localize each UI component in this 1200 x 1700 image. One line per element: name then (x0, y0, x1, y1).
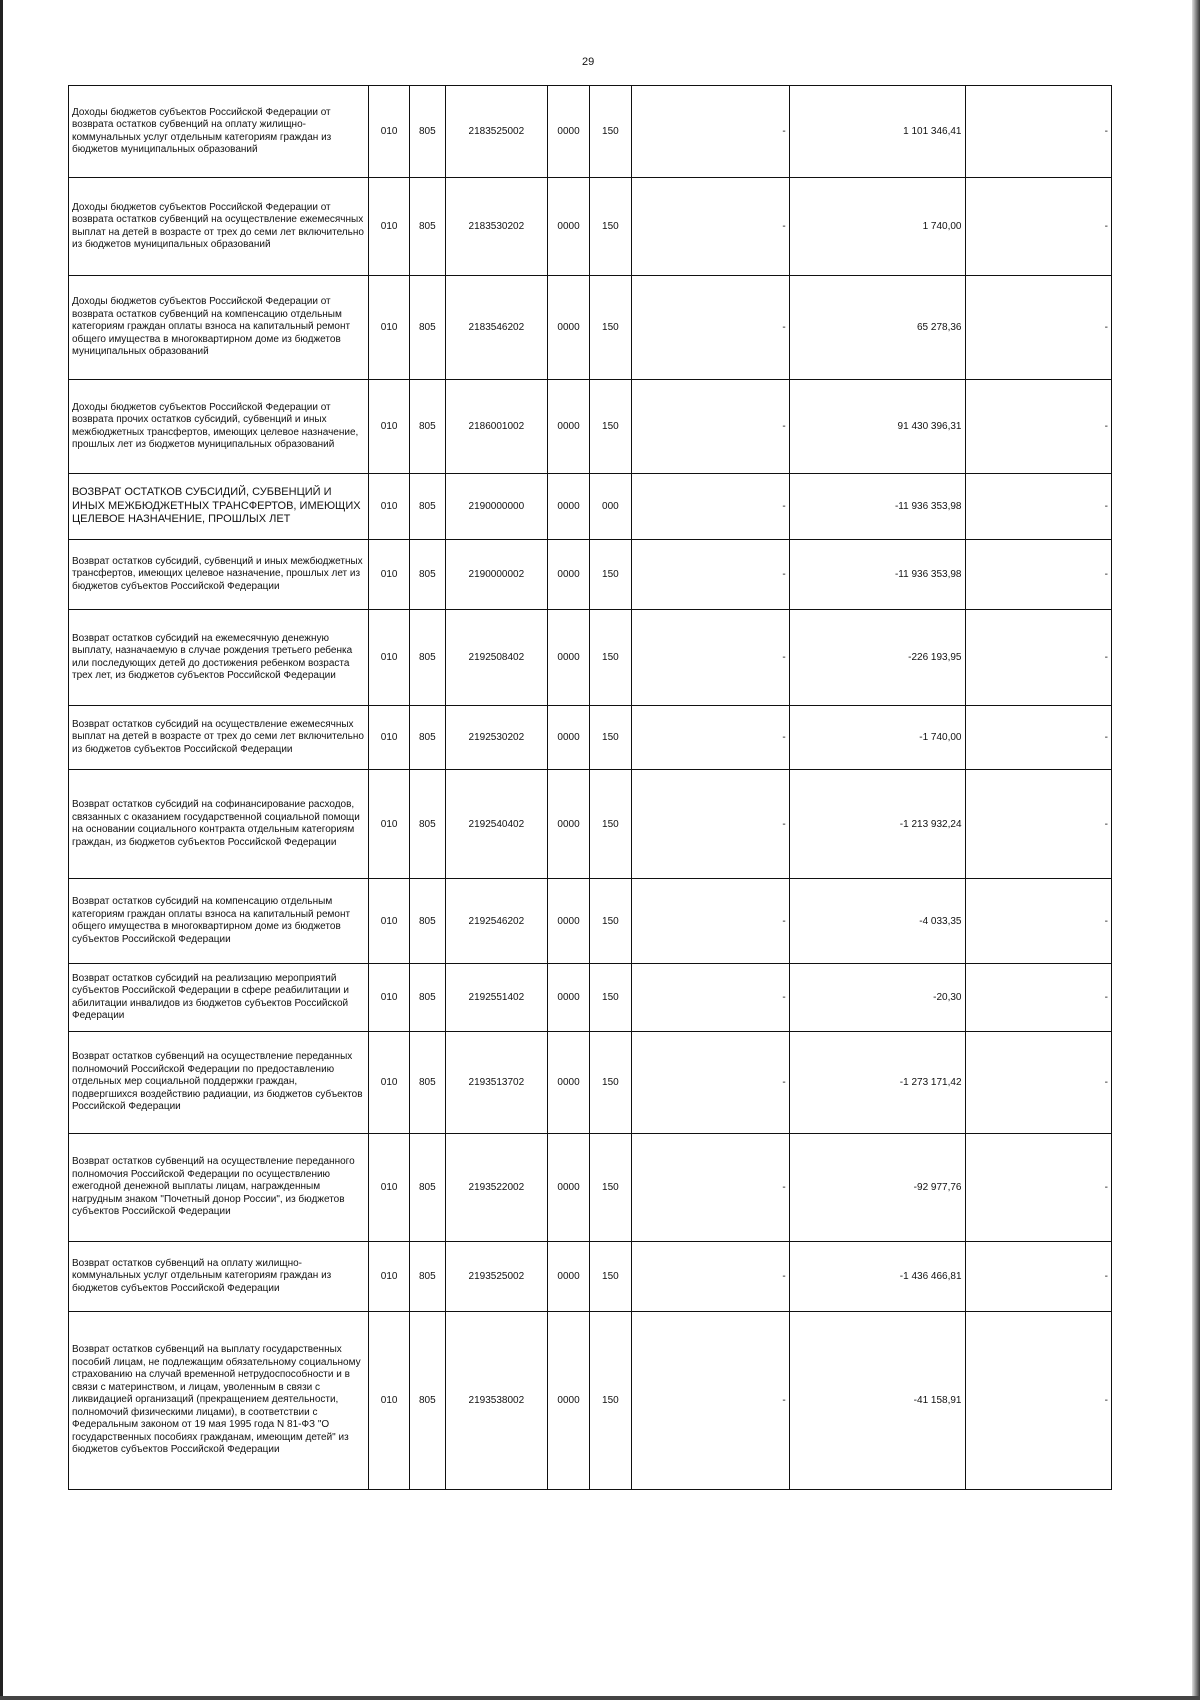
table-row (69, 964, 1112, 1032)
amount-value: -1 740,00 (789, 706, 965, 770)
code-col-1: 010 (369, 1032, 410, 1134)
amount-value: -4 033,35 (789, 879, 965, 964)
code-col-4: 0000 (548, 1134, 590, 1242)
amount-value: -20,30 (789, 964, 965, 1032)
code-col-4: 0000 (548, 610, 590, 706)
table-row (69, 178, 1112, 276)
code-col-1: 010 (369, 770, 410, 879)
page-number: 29 (582, 56, 595, 68)
amount-value: -1 436 466,81 (789, 1242, 965, 1312)
item-description: Возврат остатков субсидий, субвенций и иных межбюджетных трансфертов, имеющих целевое назначение, прошлых лет из бюджетов субъектов Российской Федерации (69, 540, 369, 610)
amount-value: -226 193,95 (789, 610, 965, 706)
amount-value: -11 936 353,98 (789, 540, 965, 610)
code-col-1: 010 (369, 178, 410, 276)
extra-value: - (965, 610, 1112, 706)
code-col-4: 0000 (548, 276, 590, 380)
table-row (69, 610, 1112, 706)
code-col-4: 0000 (548, 1312, 590, 1490)
table-row (69, 1312, 1112, 1490)
code-col-4: 0000 (548, 770, 590, 879)
plan-value: - (631, 474, 789, 540)
plan-value: - (631, 1134, 789, 1242)
budget-revenue-table (68, 85, 1112, 1490)
code-col-5: 150 (589, 178, 631, 276)
code-col-2: 805 (410, 276, 446, 380)
code-col-3: 2193538002 (445, 1312, 548, 1490)
code-col-1: 010 (369, 706, 410, 770)
code-col-2: 805 (410, 1312, 446, 1490)
code-col-5: 150 (589, 276, 631, 380)
code-col-2: 805 (410, 1032, 446, 1134)
extra-value: - (965, 1134, 1112, 1242)
code-col-5: 150 (589, 610, 631, 706)
table-row (69, 879, 1112, 964)
code-col-3: 2186001002 (445, 380, 548, 474)
table-body (69, 86, 1112, 1490)
code-col-2: 805 (410, 610, 446, 706)
item-description: Возврат остатков субвенций на выплату государственных пособий лицам, не подлежащим обязательному социальному страхованию на случай временной нетрудоспособности и в связи с материнством, и лицам, уволенным в связи с ликвидацией организаций (прекращением деятельности, полномочий физическими лицами), в соответствии с Федеральным законом от 19 мая 1995 года N 81-ФЗ "О государственных пособиях гражданам, имеющим детей" из бюджетов субъектов Российской Федерации (69, 1312, 369, 1490)
extra-value: - (965, 86, 1112, 178)
code-col-1: 010 (369, 610, 410, 706)
amount-value: -1 213 932,24 (789, 770, 965, 879)
code-col-2: 805 (410, 770, 446, 879)
code-col-3: 2193525002 (445, 1242, 548, 1312)
amount-value: -41 158,91 (789, 1312, 965, 1490)
extra-value: - (965, 474, 1112, 540)
code-col-3: 2192551402 (445, 964, 548, 1032)
item-description: Возврат остатков субсидий на ежемесячную денежную выплату, назначаемую в случае рождения третьего ребенка или последующих детей до достижения ребенком возраста трех лет, из бюджетов субъектов Российской Федерации (69, 610, 369, 706)
code-col-4: 0000 (548, 964, 590, 1032)
table-row (69, 380, 1112, 474)
code-col-1: 010 (369, 380, 410, 474)
code-col-1: 010 (369, 276, 410, 380)
item-description: Доходы бюджетов субъектов Российской Федерации от возврата остатков субвенций на осуществление ежемесячных выплат на детей в возрасте от трех до семи лет включительно из бюджетов муниципальных образований (69, 178, 369, 276)
amount-value: -11 936 353,98 (789, 474, 965, 540)
extra-value: - (965, 178, 1112, 276)
amount-value: 91 430 396,31 (789, 380, 965, 474)
plan-value: - (631, 86, 789, 178)
code-col-5: 150 (589, 86, 631, 178)
scan-edge-left (0, 0, 3, 1700)
amount-value: 65 278,36 (789, 276, 965, 380)
amount-value: -92 977,76 (789, 1134, 965, 1242)
table-row (69, 1134, 1112, 1242)
item-description: Возврат остатков субвенций на осуществление переданного полномочия Российской Федерации по осуществлению ежегодной денежной выплаты лицам, награжденным нагрудным знаком "Почетный донор России", из бюджетов субъектов Российской Федерации (69, 1134, 369, 1242)
table-row (69, 540, 1112, 610)
plan-value: - (631, 879, 789, 964)
code-col-3: 2192546202 (445, 879, 548, 964)
code-col-1: 010 (369, 86, 410, 178)
code-col-3: 2193513702 (445, 1032, 548, 1134)
code-col-2: 805 (410, 964, 446, 1032)
item-description: Возврат остатков субсидий на софинансирование расходов, связанных с оказанием государственной социальной помощи на основании социального контракта отдельным категориям граждан, из бюджетов субъектов Российской Федерации (69, 770, 369, 879)
plan-value: - (631, 540, 789, 610)
item-description: ВОЗВРАТ ОСТАТКОВ СУБСИДИЙ, СУБВЕНЦИЙ И ИНЫХ МЕЖБЮДЖЕТНЫХ ТРАНСФЕРТОВ, ИМЕЮЩИХ ЦЕЛЕВОЕ НАЗНАЧЕНИЕ, ПРОШЛЫХ ЛЕТ (69, 474, 369, 540)
item-description: Возврат остатков субсидий на компенсацию отдельным категориям граждан оплаты взноса на капитальный ремонт общего имущества в многоквартирном доме из бюджетов субъектов Российской Федерации (69, 879, 369, 964)
code-col-5: 150 (589, 1032, 631, 1134)
extra-value: - (965, 879, 1112, 964)
extra-value: - (965, 380, 1112, 474)
code-col-4: 0000 (548, 474, 590, 540)
code-col-5: 150 (589, 770, 631, 879)
code-col-5: 150 (589, 540, 631, 610)
plan-value: - (631, 610, 789, 706)
code-col-5: 150 (589, 706, 631, 770)
code-col-4: 0000 (548, 86, 590, 178)
code-col-3: 2183530202 (445, 178, 548, 276)
code-col-3: 2193522002 (445, 1134, 548, 1242)
table-row (69, 86, 1112, 178)
code-col-2: 805 (410, 178, 446, 276)
extra-value: - (965, 1032, 1112, 1134)
plan-value: - (631, 770, 789, 879)
table-row (69, 276, 1112, 380)
extra-value: - (965, 540, 1112, 610)
code-col-1: 010 (369, 540, 410, 610)
code-col-5: 150 (589, 1242, 631, 1312)
code-col-4: 0000 (548, 178, 590, 276)
item-description: Доходы бюджетов субъектов Российской Федерации от возврата прочих остатков субсидий, субвенций и иных межбюджетных трансфертов, имеющих целевое назначение, прошлых лет из бюджетов муниципальных образований (69, 380, 369, 474)
code-col-5: 150 (589, 1134, 631, 1242)
code-col-5: 000 (589, 474, 631, 540)
table-row (69, 770, 1112, 879)
code-col-4: 0000 (548, 380, 590, 474)
code-col-4: 0000 (548, 1032, 590, 1134)
plan-value: - (631, 1312, 789, 1490)
extra-value: - (965, 1312, 1112, 1490)
code-col-3: 2190000002 (445, 540, 548, 610)
plan-value: - (631, 178, 789, 276)
code-col-2: 805 (410, 706, 446, 770)
scan-edge-right (1192, 0, 1200, 1700)
code-col-4: 0000 (548, 706, 590, 770)
code-col-1: 010 (369, 1312, 410, 1490)
code-col-3: 2192508402 (445, 610, 548, 706)
table-row (69, 1242, 1112, 1312)
extra-value: - (965, 1242, 1112, 1312)
item-description: Возврат остатков субсидий на реализацию мероприятий субъектов Российской Федерации в сфере реабилитации и абилитации инвалидов из бюджетов субъектов Российской Федерации (69, 964, 369, 1032)
code-col-3: 2183525002 (445, 86, 548, 178)
plan-value: - (631, 1032, 789, 1134)
code-col-3: 2192530202 (445, 706, 548, 770)
code-col-4: 0000 (548, 1242, 590, 1312)
code-col-4: 0000 (548, 879, 590, 964)
plan-value: - (631, 1242, 789, 1312)
code-col-2: 805 (410, 86, 446, 178)
table-row (69, 706, 1112, 770)
code-col-5: 150 (589, 1312, 631, 1490)
code-col-1: 010 (369, 1242, 410, 1312)
code-col-3: 2183546202 (445, 276, 548, 380)
plan-value: - (631, 380, 789, 474)
plan-value: - (631, 964, 789, 1032)
table-row (69, 474, 1112, 540)
code-col-2: 805 (410, 380, 446, 474)
plan-value: - (631, 706, 789, 770)
code-col-1: 010 (369, 879, 410, 964)
scan-edge-bottom (0, 1696, 1200, 1700)
amount-value: 1 101 346,41 (789, 86, 965, 178)
item-description: Доходы бюджетов субъектов Российской Федерации от возврата остатков субвенций на оплату жилищно-коммунальных услуг отдельным категориям граждан из бюджетов муниципальных образований (69, 86, 369, 178)
code-col-4: 0000 (548, 540, 590, 610)
code-col-2: 805 (410, 879, 446, 964)
plan-value: - (631, 276, 789, 380)
code-col-1: 010 (369, 964, 410, 1032)
item-description: Возврат остатков субвенций на осуществление переданных полномочий Российской Федерации по предоставлению отдельных мер социальной поддержки граждан, подвергшихся воздействию радиации, из бюджетов субъектов Российской Федерации (69, 1032, 369, 1134)
code-col-2: 805 (410, 1242, 446, 1312)
code-col-1: 010 (369, 474, 410, 540)
amount-value: 1 740,00 (789, 178, 965, 276)
code-col-5: 150 (589, 964, 631, 1032)
code-col-2: 805 (410, 1134, 446, 1242)
code-col-3: 2192540402 (445, 770, 548, 879)
code-col-5: 150 (589, 879, 631, 964)
item-description: Возврат остатков субвенций на оплату жилищно-коммунальных услуг отдельным категориям граждан из бюджетов субъектов Российской Федерации (69, 1242, 369, 1312)
extra-value: - (965, 770, 1112, 879)
code-col-5: 150 (589, 380, 631, 474)
table-row (69, 1032, 1112, 1134)
extra-value: - (965, 964, 1112, 1032)
item-description: Возврат остатков субсидий на осуществление ежемесячных выплат на детей в возрасте от трех до семи лет включительно из бюджетов субъектов Российской Федерации (69, 706, 369, 770)
extra-value: - (965, 706, 1112, 770)
code-col-2: 805 (410, 540, 446, 610)
extra-value: - (965, 276, 1112, 380)
code-col-2: 805 (410, 474, 446, 540)
code-col-3: 2190000000 (445, 474, 548, 540)
amount-value: -1 273 171,42 (789, 1032, 965, 1134)
code-col-1: 010 (369, 1134, 410, 1242)
item-description: Доходы бюджетов субъектов Российской Федерации от возврата остатков субвенций на компенсацию отдельным категориям граждан оплаты взноса на капитальный ремонт общего имущества в многоквартирном доме из бюджетов муниципальных образований (69, 276, 369, 380)
